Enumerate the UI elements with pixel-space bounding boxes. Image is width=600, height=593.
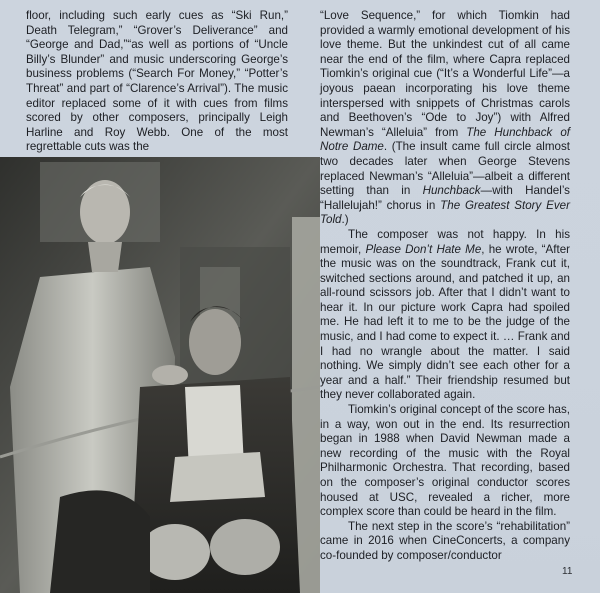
film-title-hunchback: The Hunchback of Notre Dame <box>320 125 570 154</box>
right-paragraph-4: The next step in the score’s “rehabilitation” came in 2016 when CineConcerts, a company co-founded by composer/conductor <box>320 519 570 562</box>
film-still-photo <box>0 157 320 593</box>
right-text-column-top <box>307 9 570 564</box>
right-paragraph-1b: . (The insult came full circle almost two decades later when George Stevens replaced Newman’s “Alleluia”—albeit a different setting than in <box>320 140 571 198</box>
memoir-title: Please Don’t Hate Me <box>365 242 482 256</box>
left-paragraph: floor, including such early cues as “Ski Run,” Death Telegram,” “Grover’s Deliverance” and “George and Dad,”“as well as portions of “Uncle Billy’s Blunder” and music underscoring George’s business problems (“Search For Money,” “Potter’s Threat” and part of “Clarence’s Arrival”). The music editor replaced some of it with cues from films scored by other composers, principally Leigh Harline and Roy Webb. One of the most regrettable cuts was the <box>26 9 288 154</box>
photo-illustration <box>0 157 320 593</box>
right-paragraph-2b: , he wrote, “After the music was on the soundtrack, Frank cut it, switched sections around, and patched it up, an all-round scissors job. After that I didn’t want to hear it. In our picture work Capra had spoiled me. He had left it to me to be the judge of the music, and I had come to expect it. … Frank and I had no wrangle about the matter. I said nothing. We simply didn’t see each other for a year and a half.” Their friendship resumed but they never collaborated again. <box>320 242 571 402</box>
right-paragraph-1a: “Love Sequence,” for which Tiomkin had provided a warmly emotional development of his love theme. But the unkindest cut of all came near the end of the film, where Capra replaced Tiomkin’s original cue (“It’s a Wonderful Life”—a joyous paean incorporating his love theme interspersed with snippets of Christmas carols and Beethoven’s “Ode to Joy”) with Alfred Newman’s “Alleluia” from <box>320 9 570 139</box>
right-paragraph-2a: The composer was not happy. In his memoir, <box>320 227 570 256</box>
page-number: 11 <box>562 566 573 577</box>
right-paragraph-3: Tiomkin’s original concept of the score has, in a way, won out in the end. Its resurrection began in 1988 when David Newman made a new recording of the music with the Royal Philharmonic Orchestra. That recording, based on the composer’s original conductor scores housed at USC, revealed a richer, more complex score than could be heard in the film. <box>320 403 570 519</box>
film-title-short: Hunchback <box>422 184 481 198</box>
left-text-column <box>26 9 288 155</box>
right-paragraph-1c: —with Handel’s “Hallelujah!” chorus in <box>320 184 570 212</box>
right-paragraph-1d: .) <box>341 213 349 227</box>
film-title-greatest-story: The Greatest Story Ever Told <box>320 198 570 227</box>
